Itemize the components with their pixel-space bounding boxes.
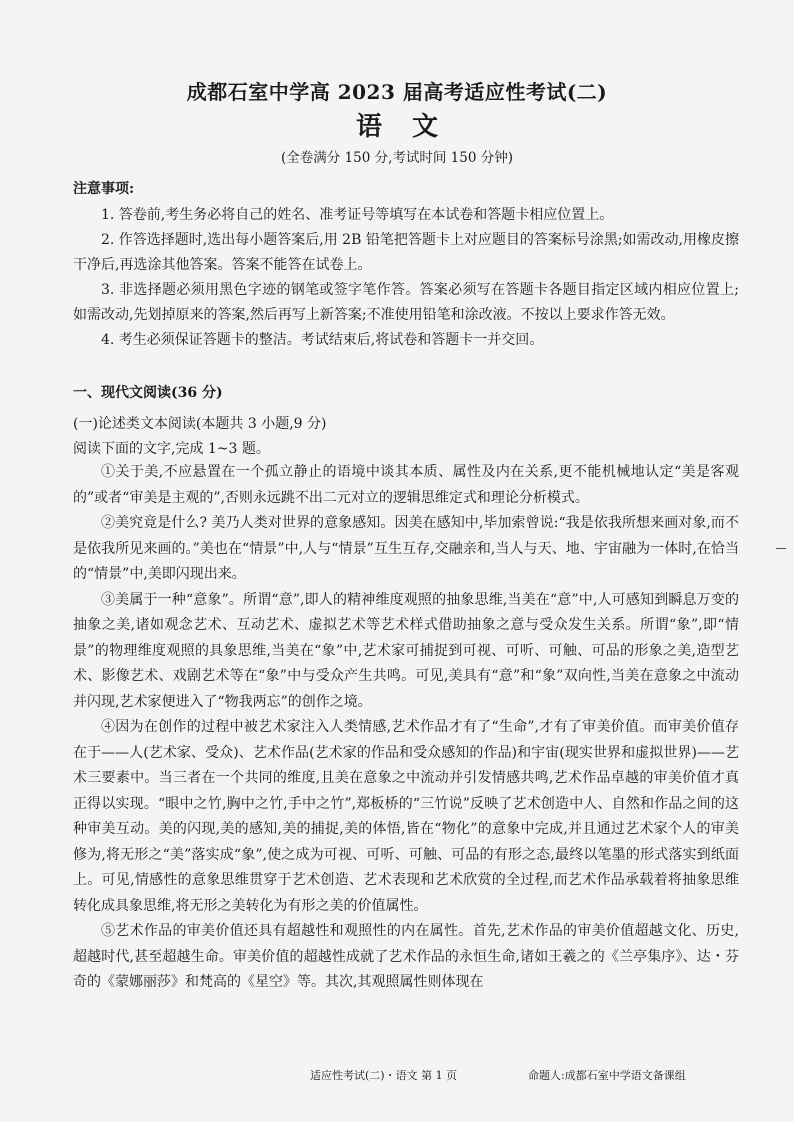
- exam-title: 成都石室中学高 2023 届高考适应性考试(二): [186, 80, 608, 104]
- note-item: 1. 答卷前,考生务必将自己的姓名、准考证号等填写在本试卷和答题卡相应位置上。: [101, 207, 614, 223]
- subsection-heading: (一)论述类文本阅读(本题共 3 小题,9 分): [73, 416, 327, 432]
- section-heading: 一、现代文阅读(36 分): [73, 385, 223, 401]
- subject-title: 语文: [355, 112, 468, 142]
- passage-paragraph: ③美属于一种“意象”。所谓“意”,即人的精神维度观照的抽象思维,当美在“意”中,人可感知到瞬息万变的抽象之美,诸如观念艺术、互动艺术、虚拟艺术等艺术样式借助抽象之意与受众发生关系。所谓“象”,即“情景”的物理维度观照的具象思维,当美在“象”中,艺术家可捕捉到可视、可听、可触、可品的形象之美,造型艺术、影像艺术、戏剧艺术等在“象”中与受众产生共鸣。可见,美具有“意”和“象”双向性,当美在意象之中流动并闪现,艺术家便进入了“物我两忘”的创作之境。: [73, 591, 739, 710]
- notes-heading: 注意事项:: [73, 181, 135, 197]
- note-item: 4. 考生必须保证答题卡的整洁。考试结束后,将试卷和答题卡一并交回。: [101, 332, 544, 348]
- margin-mark: [776, 548, 786, 549]
- score-note: (全卷满分 150 分,考试时间 150 分钟): [280, 150, 514, 166]
- note-item: 2. 作答选择题时,选出每小题答案后,用 2B 铅笔把答题卡上对应题目的答案标号涂黑;如需改动,用橡皮擦干净后,再选涂其他答案。答案不能答在试卷上。: [73, 232, 739, 273]
- reading-passage: [73, 460, 739, 996]
- footer-page-label: 适应性考试(二)・语文 第 1 页: [310, 1069, 458, 1082]
- passage-paragraph: ④因为在创作的过程中被艺术家注入人类情感,艺术作品才有了“生命”,才有了审美价值。而审美价值存在于——人(艺术家、受众)、艺术作品(艺术家的作品和受众感知的作品)和宇宙(现实世界和虚拟世界)——艺术三要素中。当三者在一个共同的维度,且美在意象之中流动并引发情感共鸣,艺术作品卓越的审美价值才真正得以实现。“眼中之竹,胸中之竹,手中之竹”,郑板桥的“三竹说”反映了艺术创造中人、自然和作品之间的这种审美互动。美的闪现,美的感知,美的捕捉,美的体悟,皆在“物化”的意象中完成,并且通过艺术家个人的审美修为,将无形之“美”落实成“象”,使之成为可视、可听、可触、可品的有形之态,最终以笔墨的形式落实到纸面上。可见,情感性的意象思维贯穿于艺术创造、艺术表现和艺术欣赏的全过程,而艺术作品承载着将抽象思维转化成具象思维,将无形之美转化为有形之美的价值属性。: [73, 719, 739, 914]
- page-footer: [0, 1064, 794, 1084]
- footer-author: 命题人:成都石室中学语文备课组: [528, 1069, 686, 1082]
- reading-instruction: 阅读下面的文字,完成 1~3 题。: [73, 441, 270, 457]
- passage-paragraph: ①关于美,不应悬置在一个孤立静止的语境中谈其本质、属性及内在关系,更不能机械地认定“美是客观的”或者“审美是主观的”,否则永远跳不出二元对立的逻辑思维定式和理论分析模式。: [73, 464, 739, 506]
- note-item: 3. 非选择题必须用黑色字迹的钢笔或签字笔作答。答案必须写在答题卡各题目指定区域内相应位置上;如需改动,先划掉原来的答案,然后再写上新答案;不准使用铅笔和涂改液。不按以上要求作答无效。: [73, 282, 739, 323]
- notes-list: [73, 203, 739, 353]
- passage-paragraph: ⑤艺术作品的审美价值还具有超越性和观照性的内在属性。首先,艺术作品的审美价值超越文化、历史,超越时代,甚至超越生命。审美价值的超越性成就了艺术作品的永恒生命,诸如王羲之的《兰亭集序》、达・芬奇的《蒙娜丽莎》和梵高的《星空》等。其次,其观照属性则体现在: [73, 923, 739, 990]
- passage-paragraph: ②美究竟是什么? 美乃人类对世界的意象感知。因美在感知中,毕加索曾说:“我是依我所想来画对象,而不是依我所见来画的。”美也在“情景”中,人与“情景”互生互存,交融亲和,当人与天、地、宇宙融为一体时,在恰当的“情景”中,美即闪现出来。: [73, 515, 739, 582]
